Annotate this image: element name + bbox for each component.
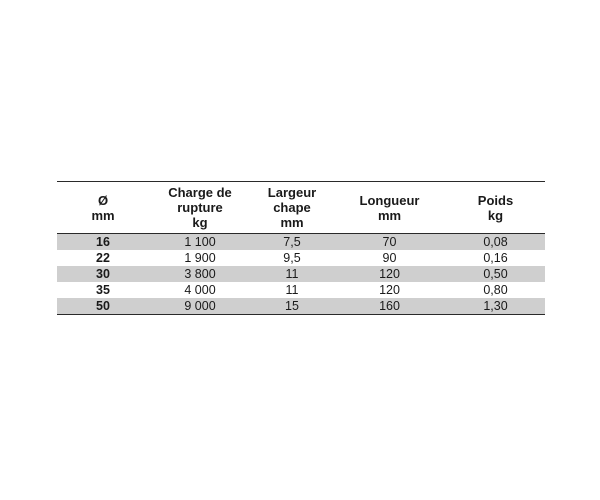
header-breaking-load [149,182,251,234]
cell-weight: 0,08 [446,234,545,251]
table-row [57,234,545,251]
header-row [57,182,545,234]
cell-diameter: 22 [96,251,110,265]
cell-length: 120 [333,266,446,282]
cell-length: 160 [333,298,446,315]
cell-weight: 0,50 [446,266,545,282]
cell-breaking-load: 3 800 [149,266,251,282]
header-line: Largeur [267,185,317,200]
cell-clevis-width: 11 [251,266,333,282]
cell-weight: 0,16 [483,251,508,265]
header-line: Charge de [168,185,232,200]
cell-clevis-width: 7,5 [251,234,333,251]
cell-weight: 1,30 [446,298,545,315]
header-line: Longueur [359,192,420,208]
cell-weight: 0,80 [483,283,508,297]
cell-length: 90 [382,251,397,265]
cell-diameter: 30 [57,266,149,282]
cell-breaking-load: 4 000 [184,283,216,297]
header-weight [446,182,545,234]
cell-clevis-width: 11 [285,283,299,297]
header-line: kg [192,215,208,230]
cell-breaking-load: 1 900 [184,251,216,265]
table-row [57,266,545,282]
cell-length: 120 [379,283,400,297]
spec-table [57,181,545,315]
header-line: Poids [477,192,514,208]
header-length [333,182,446,234]
header-line: Ø [97,192,109,208]
header-line: mm [280,215,304,230]
header-line: mm [377,207,402,223]
table-header [57,182,545,234]
table-body [57,234,545,315]
cell-diameter: 35 [96,283,110,297]
header-line: rupture [177,200,223,215]
cell-breaking-load: 1 100 [149,234,251,251]
header-line: kg [487,207,504,223]
cell-breaking-load: 9 000 [149,298,251,315]
table-row [57,250,545,266]
cell-length: 70 [333,234,446,251]
header-line: chape [273,200,311,215]
header-diameter [57,182,149,234]
header-line: mm [91,207,115,223]
cell-diameter: 50 [57,298,149,315]
cell-clevis-width: 9,5 [283,251,301,265]
header-clevis-width [251,182,333,234]
cell-diameter: 16 [57,234,149,251]
table-row [57,298,545,315]
table-row [57,282,545,298]
cell-clevis-width: 15 [251,298,333,315]
